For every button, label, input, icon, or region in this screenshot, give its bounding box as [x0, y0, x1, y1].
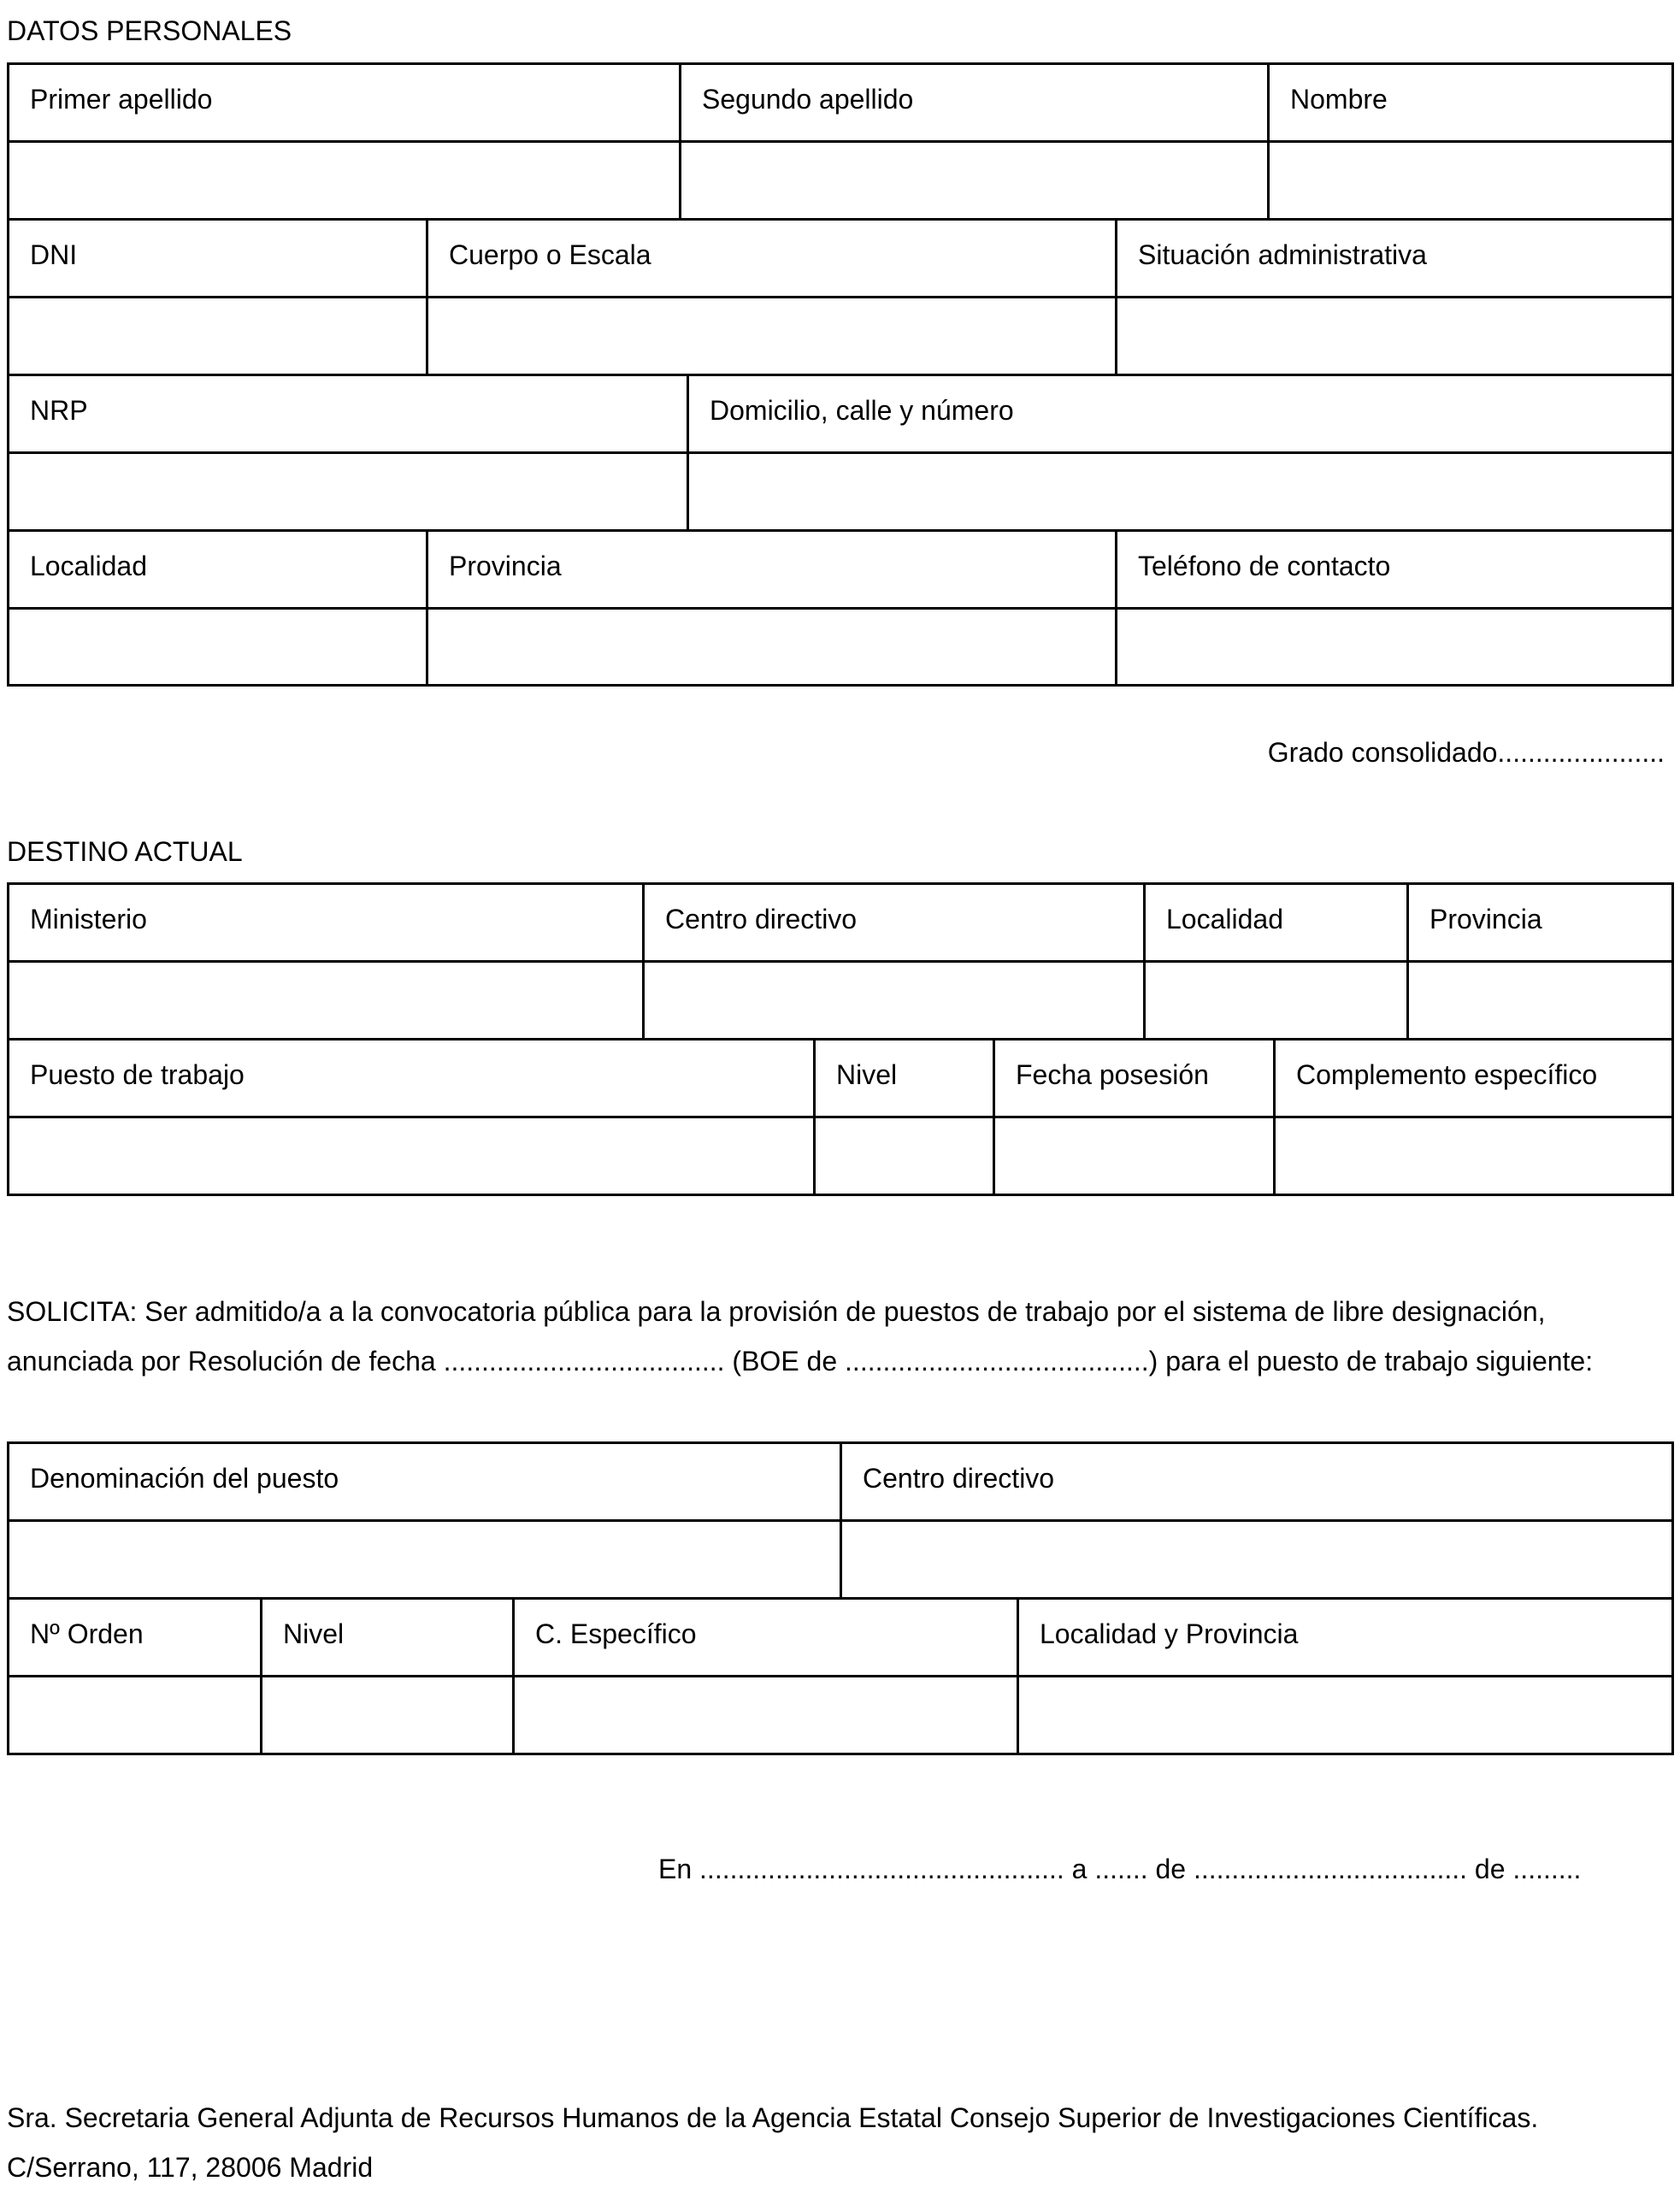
nivel-field[interactable]	[816, 1118, 995, 1194]
primer-apellido-field[interactable]	[9, 143, 681, 218]
ministerio-label: Ministerio	[9, 885, 645, 960]
localidad-field[interactable]	[1146, 963, 1409, 1038]
section-title-datos-personales: DATOS PERSONALES	[7, 15, 292, 46]
section-title-destino-actual: DESTINO ACTUAL	[7, 836, 243, 867]
solicita-line-2: anunciada por Resolución de fecha ..................................... (BOE de ........................................) para el puesto de trabajo siguiente:	[7, 1346, 1594, 1377]
centro-directivo-field[interactable]	[645, 963, 1146, 1038]
localidad-provincia-label: Localidad y Provincia	[1040, 1618, 1299, 1649]
complemento-especifico-label: Complemento específico	[1296, 1059, 1598, 1090]
provincia-field[interactable]	[1409, 963, 1671, 1038]
denominacion-puesto-field[interactable]	[9, 1522, 842, 1597]
input-row	[9, 1118, 1671, 1194]
destinatario	[7, 2093, 1664, 2192]
dni-field[interactable]	[9, 298, 428, 374]
localidad-provincia-field[interactable]	[1019, 1677, 1671, 1753]
ministerio-field[interactable]	[9, 963, 645, 1038]
input-row	[9, 298, 1671, 376]
solicita-line-1: SOLICITA: Ser admitido/a a la convocatoria pública para la provisión de puestos de trabajo por el sistema de libre designación,	[7, 1296, 1546, 1327]
solicita-paragraph	[7, 1287, 1664, 1386]
dni-label: DNI	[9, 221, 428, 296]
grado-consolidado: Grado consolidado......................	[1267, 737, 1665, 768]
primer-apellido-label: Primer apellido	[9, 65, 681, 140]
segundo-apellido-label: Segundo apellido	[681, 65, 1270, 140]
puesto-trabajo-field[interactable]	[9, 1118, 816, 1194]
nivel-label: Nivel	[816, 1040, 995, 1116]
segundo-apellido-field[interactable]	[681, 143, 1270, 218]
nrp-field[interactable]	[9, 454, 689, 529]
label-row	[9, 376, 1671, 454]
nivel-field[interactable]	[262, 1677, 515, 1753]
label-row	[9, 1040, 1671, 1118]
input-row	[9, 143, 1671, 221]
numero-orden-label: Nº Orden	[9, 1600, 262, 1675]
puesto-solicitado-table	[7, 1441, 1674, 1755]
input-row	[9, 1522, 1671, 1600]
fecha-posesion-label: Fecha posesión	[995, 1040, 1276, 1116]
label-row	[9, 1444, 1671, 1522]
complemento-especifico-field[interactable]	[1276, 1118, 1671, 1194]
input-row	[9, 963, 1671, 1040]
input-row	[9, 1677, 1671, 1753]
situacion-administrativa-field[interactable]	[1117, 298, 1671, 374]
label-row	[9, 221, 1671, 298]
localidad-label: Localidad	[1146, 885, 1409, 960]
destino-actual-table	[7, 882, 1674, 1196]
c-especifico-label: C. Específico	[515, 1600, 1019, 1675]
datos-personales-table	[7, 62, 1674, 687]
domicilio-field[interactable]	[689, 454, 1671, 529]
situacion-administrativa-label: Situación administrativa	[1138, 239, 1427, 270]
provincia-label: Provincia	[428, 532, 1117, 607]
fecha-lugar-line: En ................................................ a ....... de .................................... de .........	[658, 1854, 1582, 1884]
localidad-label: Localidad	[9, 532, 428, 607]
label-row	[9, 885, 1671, 963]
centro-directivo-field[interactable]	[842, 1522, 1671, 1597]
telefono-field[interactable]	[1117, 610, 1671, 685]
nombre-field[interactable]	[1270, 143, 1671, 218]
cuerpo-escala-label: Cuerpo o Escala	[428, 221, 1117, 296]
fecha-posesion-field[interactable]	[995, 1118, 1276, 1194]
destinatario-line-2: C/Serrano, 117, 28006 Madrid	[7, 2152, 374, 2183]
input-row	[9, 610, 1671, 685]
nivel-label: Nivel	[262, 1600, 515, 1675]
localidad-field[interactable]	[9, 610, 428, 685]
domicilio-label: Domicilio, calle y número	[710, 395, 1014, 426]
label-row	[9, 1600, 1671, 1677]
nrp-label: NRP	[9, 376, 689, 451]
nombre-label: Nombre	[1290, 84, 1388, 115]
telefono-label: Teléfono de contacto	[1138, 551, 1391, 581]
centro-directivo-label: Centro directivo	[863, 1463, 1055, 1494]
label-row	[9, 532, 1671, 610]
numero-orden-field[interactable]	[9, 1677, 262, 1753]
provincia-field[interactable]	[428, 610, 1117, 685]
c-especifico-field[interactable]	[515, 1677, 1019, 1753]
provincia-label: Provincia	[1429, 904, 1542, 934]
destinatario-line-1: Sra. Secretaria General Adjunta de Recursos Humanos de la Agencia Estatal Consejo Superior de Investigaciones Científicas.	[7, 2102, 1539, 2133]
denominacion-puesto-label: Denominación del puesto	[9, 1444, 842, 1519]
centro-directivo-label: Centro directivo	[645, 885, 1146, 960]
label-row	[9, 65, 1671, 143]
input-row	[9, 454, 1671, 532]
cuerpo-escala-field[interactable]	[428, 298, 1117, 374]
puesto-trabajo-label: Puesto de trabajo	[9, 1040, 816, 1116]
